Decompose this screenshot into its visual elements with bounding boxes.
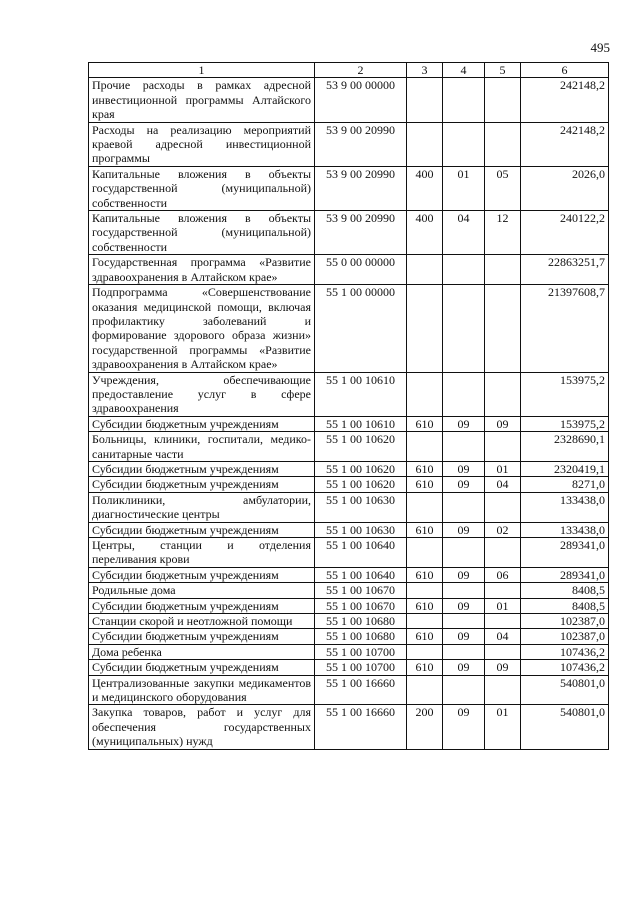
- row-section: 09: [443, 629, 485, 644]
- row-name: Подпрограмма «Совершенствование оказания медицинской помощи, включая профилактику заболеваний и формирование здорового образа жизни» государственной программы «Развитие здравоохранения в Алтайском крае»: [89, 285, 315, 372]
- table-row: [89, 255, 609, 285]
- row-name: Дома ребенка: [89, 644, 315, 659]
- row-code: 55 1 00 10630: [315, 492, 407, 522]
- row-code: 55 1 00 10700: [315, 644, 407, 659]
- row-amount: 289341,0: [521, 538, 609, 568]
- row-name: Субсидии бюджетным учреждениям: [89, 477, 315, 492]
- row-section: [443, 122, 485, 166]
- row-amount: 242148,2: [521, 122, 609, 166]
- row-code: 53 9 00 20990: [315, 122, 407, 166]
- row-name: Поликлиники, амбулатории, диагностические центры: [89, 492, 315, 522]
- row-subsection: 01: [485, 705, 521, 749]
- row-expense-type: [407, 285, 443, 372]
- row-amount: 153975,2: [521, 372, 609, 416]
- row-amount: 242148,2: [521, 78, 609, 122]
- row-expense-type: [407, 255, 443, 285]
- header-col-1: 1: [89, 63, 315, 78]
- header-col-3: 3: [407, 63, 443, 78]
- row-name: Центры, станции и отделения переливания крови: [89, 538, 315, 568]
- row-amount: 133438,0: [521, 492, 609, 522]
- row-subsection: [485, 78, 521, 122]
- row-expense-type: 610: [407, 416, 443, 431]
- table-row: [89, 538, 609, 568]
- table-row: [89, 432, 609, 462]
- row-section: 09: [443, 416, 485, 431]
- row-code: 55 1 00 10630: [315, 522, 407, 537]
- table-row: [89, 211, 609, 255]
- row-expense-type: [407, 538, 443, 568]
- row-expense-type: 610: [407, 598, 443, 613]
- row-amount: 107436,2: [521, 644, 609, 659]
- table-row: [89, 522, 609, 537]
- row-section: 01: [443, 166, 485, 210]
- table-row: [89, 461, 609, 476]
- row-code: 53 9 00 20990: [315, 166, 407, 210]
- row-code: 55 1 00 10620: [315, 461, 407, 476]
- table-row: [89, 78, 609, 122]
- row-amount: 2328690,1: [521, 432, 609, 462]
- row-subsection: 09: [485, 416, 521, 431]
- row-section: 09: [443, 705, 485, 749]
- row-expense-type: [407, 492, 443, 522]
- row-name: Капитальные вложения в объекты государственной (муниципальной) собственности: [89, 211, 315, 255]
- row-amount: 107436,2: [521, 660, 609, 675]
- row-expense-type: [407, 432, 443, 462]
- row-amount: 153975,2: [521, 416, 609, 431]
- row-section: 04: [443, 211, 485, 255]
- row-amount: 540801,0: [521, 675, 609, 705]
- row-name: Субсидии бюджетным учреждениям: [89, 522, 315, 537]
- table-row: [89, 675, 609, 705]
- row-code: 55 1 00 10640: [315, 538, 407, 568]
- row-section: [443, 583, 485, 598]
- row-expense-type: 610: [407, 567, 443, 582]
- row-section: 09: [443, 522, 485, 537]
- row-subsection: 01: [485, 598, 521, 613]
- row-name: Государственная программа «Развитие здравоохранения в Алтайском крае»: [89, 255, 315, 285]
- row-code: 55 1 00 10700: [315, 660, 407, 675]
- row-name: Централизованные закупки медикаментов и медицинского оборудования: [89, 675, 315, 705]
- row-amount: 2320419,1: [521, 461, 609, 476]
- row-subsection: [485, 675, 521, 705]
- row-section: 09: [443, 567, 485, 582]
- header-col-6: 6: [521, 63, 609, 78]
- table-body: [89, 78, 609, 749]
- row-section: 09: [443, 477, 485, 492]
- row-expense-type: [407, 122, 443, 166]
- row-subsection: [485, 372, 521, 416]
- row-section: [443, 255, 485, 285]
- row-expense-type: 610: [407, 461, 443, 476]
- row-subsection: [485, 644, 521, 659]
- row-expense-type: 200: [407, 705, 443, 749]
- row-section: [443, 372, 485, 416]
- row-expense-type: [407, 372, 443, 416]
- row-code: 55 1 00 00000: [315, 285, 407, 372]
- table-row: [89, 416, 609, 431]
- row-code: 55 1 00 10620: [315, 432, 407, 462]
- row-subsection: 05: [485, 166, 521, 210]
- row-subsection: [485, 614, 521, 629]
- row-name: Субсидии бюджетным учреждениям: [89, 461, 315, 476]
- row-name: Учреждения, обеспечивающие предоставление услуг в сфере здравоохранения: [89, 372, 315, 416]
- row-code: 55 1 00 10670: [315, 583, 407, 598]
- row-name: Больницы, клиники, госпитали, медико-санитарные части: [89, 432, 315, 462]
- table-row: [89, 372, 609, 416]
- row-section: [443, 644, 485, 659]
- page-number: 495: [590, 40, 610, 55]
- row-name: Субсидии бюджетным учреждениям: [89, 629, 315, 644]
- row-name: Субсидии бюджетным учреждениям: [89, 598, 315, 613]
- row-section: [443, 675, 485, 705]
- row-amount: 21397608,7: [521, 285, 609, 372]
- row-name: Субсидии бюджетным учреждениям: [89, 660, 315, 675]
- row-subsection: 06: [485, 567, 521, 582]
- table-row: [89, 492, 609, 522]
- budget-table: [88, 62, 609, 750]
- row-subsection: [485, 122, 521, 166]
- row-expense-type: [407, 614, 443, 629]
- row-subsection: 12: [485, 211, 521, 255]
- row-section: 09: [443, 598, 485, 613]
- table-row: [89, 477, 609, 492]
- row-expense-type: [407, 583, 443, 598]
- table-row: [89, 166, 609, 210]
- table-row: [89, 567, 609, 582]
- table-header-row: [89, 63, 609, 78]
- row-name: Субсидии бюджетным учреждениям: [89, 567, 315, 582]
- row-section: 09: [443, 660, 485, 675]
- row-subsection: 02: [485, 522, 521, 537]
- row-expense-type: 610: [407, 629, 443, 644]
- row-amount: 289341,0: [521, 567, 609, 582]
- table-row: [89, 660, 609, 675]
- row-name: Закупка товаров, работ и услуг для обеспечения государственных (муниципальных) нужд: [89, 705, 315, 749]
- row-section: [443, 538, 485, 568]
- row-amount: 22863251,7: [521, 255, 609, 285]
- row-name: Субсидии бюджетным учреждениям: [89, 416, 315, 431]
- row-section: [443, 492, 485, 522]
- row-subsection: 04: [485, 477, 521, 492]
- row-expense-type: [407, 78, 443, 122]
- row-code: 55 1 00 10620: [315, 477, 407, 492]
- row-code: 53 9 00 20990: [315, 211, 407, 255]
- row-subsection: [485, 492, 521, 522]
- header-col-5: 5: [485, 63, 521, 78]
- table-row: [89, 583, 609, 598]
- row-section: [443, 285, 485, 372]
- row-code: 55 1 00 10610: [315, 372, 407, 416]
- row-expense-type: 610: [407, 477, 443, 492]
- row-section: [443, 78, 485, 122]
- row-subsection: 04: [485, 629, 521, 644]
- row-amount: 240122,2: [521, 211, 609, 255]
- table-row: [89, 705, 609, 749]
- row-section: 09: [443, 461, 485, 476]
- row-amount: 8408,5: [521, 598, 609, 613]
- row-amount: 540801,0: [521, 705, 609, 749]
- row-name: Капитальные вложения в объекты государственной (муниципальной) собственности: [89, 166, 315, 210]
- row-subsection: 09: [485, 660, 521, 675]
- table-row: [89, 614, 609, 629]
- row-name: Станции скорой и неотложной помощи: [89, 614, 315, 629]
- table-row: [89, 598, 609, 613]
- row-expense-type: 400: [407, 166, 443, 210]
- row-code: 55 1 00 16660: [315, 675, 407, 705]
- header-col-4: 4: [443, 63, 485, 78]
- row-expense-type: [407, 675, 443, 705]
- row-expense-type: [407, 644, 443, 659]
- row-code: 55 1 00 10680: [315, 629, 407, 644]
- row-section: [443, 614, 485, 629]
- row-amount: 2026,0: [521, 166, 609, 210]
- row-code: 55 1 00 16660: [315, 705, 407, 749]
- table-row: [89, 122, 609, 166]
- row-subsection: [485, 255, 521, 285]
- row-code: 53 9 00 00000: [315, 78, 407, 122]
- row-name: Прочие расходы в рамках адресной инвестиционной программы Алтайского края: [89, 78, 315, 122]
- row-amount: 8408,5: [521, 583, 609, 598]
- row-expense-type: 610: [407, 522, 443, 537]
- header-col-2: 2: [315, 63, 407, 78]
- table-row: [89, 285, 609, 372]
- row-code: 55 1 00 10680: [315, 614, 407, 629]
- row-code: 55 1 00 10640: [315, 567, 407, 582]
- row-subsection: [485, 538, 521, 568]
- row-amount: 102387,0: [521, 614, 609, 629]
- row-expense-type: 400: [407, 211, 443, 255]
- row-amount: 8271,0: [521, 477, 609, 492]
- row-subsection: [485, 285, 521, 372]
- row-code: 55 1 00 10610: [315, 416, 407, 431]
- row-expense-type: 610: [407, 660, 443, 675]
- table-row: [89, 629, 609, 644]
- row-section: [443, 432, 485, 462]
- row-code: 55 1 00 10670: [315, 598, 407, 613]
- row-name: Родильные дома: [89, 583, 315, 598]
- row-subsection: 01: [485, 461, 521, 476]
- row-amount: 102387,0: [521, 629, 609, 644]
- row-amount: 133438,0: [521, 522, 609, 537]
- row-subsection: [485, 432, 521, 462]
- row-subsection: [485, 583, 521, 598]
- row-name: Расходы на реализацию мероприятий краевой адресной инвестиционной программы: [89, 122, 315, 166]
- row-code: 55 0 00 00000: [315, 255, 407, 285]
- table-row: [89, 644, 609, 659]
